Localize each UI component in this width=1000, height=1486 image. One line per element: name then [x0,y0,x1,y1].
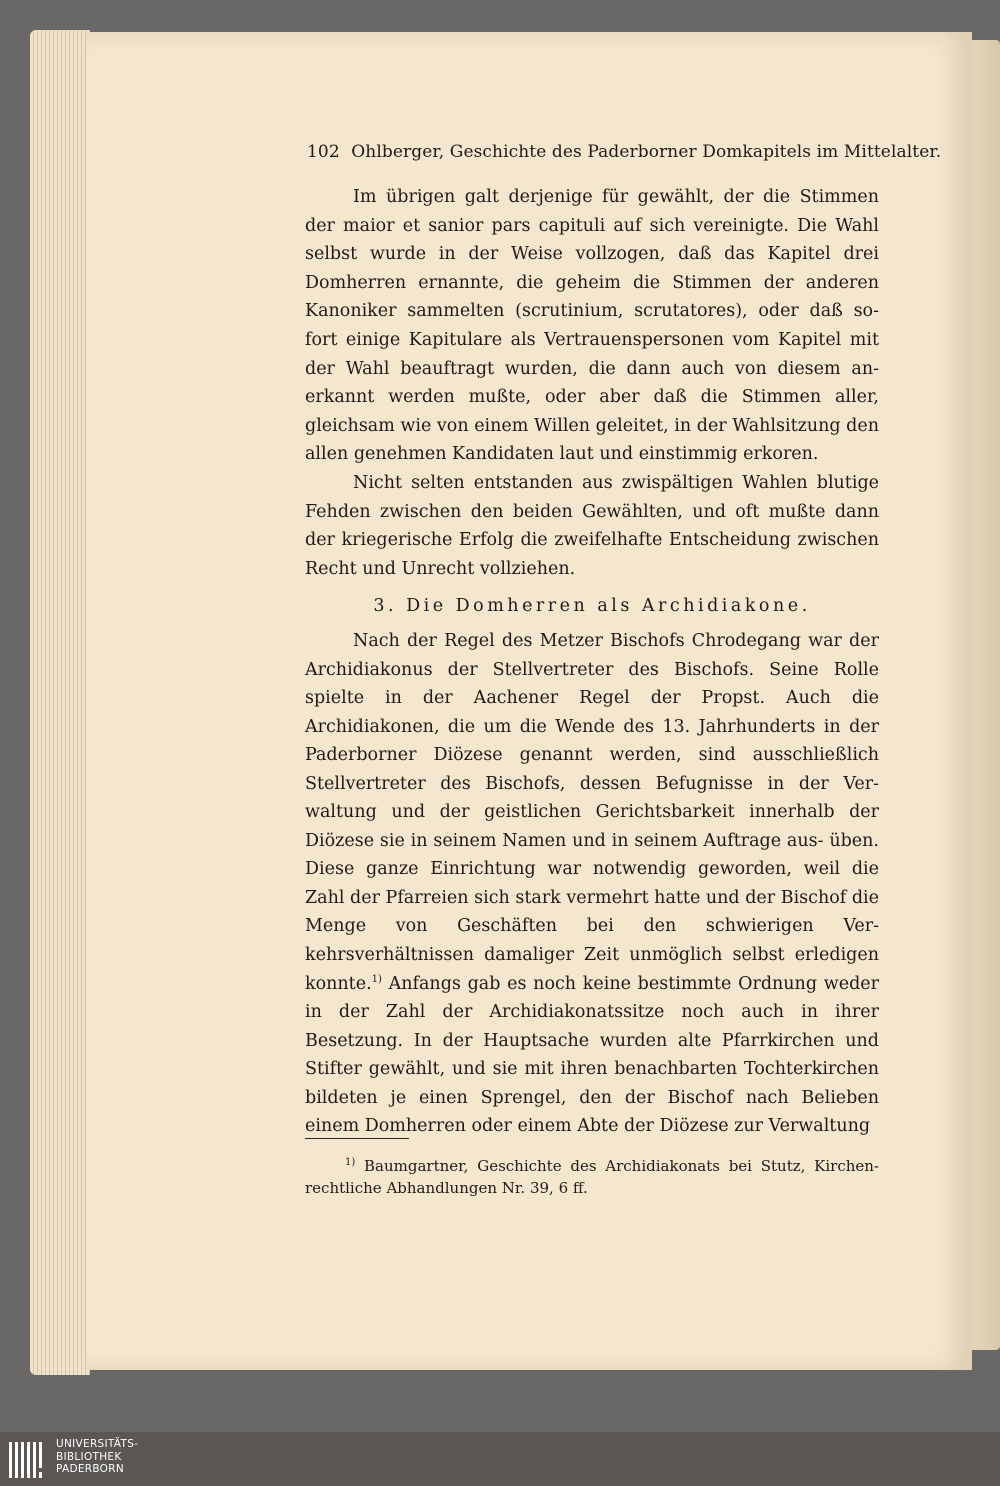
footnote-text: Baumgartner, Geschichte des Archidiakonats bei Stutz, Kirchen- rechtliche Abhandlungen Nr. 39, 6 ff. [305,1157,879,1197]
logo-line-1: UNIVERSITÄTS- [56,1438,139,1450]
footnote-divider [305,1138,409,1139]
footnote-reference: 1) [371,973,382,985]
paragraph-election: Im übrigen galt derjenige für gewählt, der die Stimmen der maior et sanior pars capituli auf sich vereinigte. Die Wahl selbst wurde in der Weise vollzogen, daß das Kapitel drei Domherren ernannte, die geheim die Stimmen der anderen Kanoniker sammelten (scrutinium, scrutatores), oder daß so- fort einige Kapitulare als Vertrauenspersonen vom Kapitel mit der Wahl beauftragt wurden, die dann auch von diesem an- erkannt werden mußte, oder aber daß die Stimmen aller, gleichsam wie von einem Willen geleitet, in der Wahlsitzung den allen genehmen Kandidaten laut und einstimmig erkoren. [305,187,879,465]
paragraph-archdeacons [305,627,879,1141]
library-logo-text [56,1438,138,1476]
body-text-top [305,183,879,583]
body-text-main [305,627,879,1141]
logo-line-3: PADERBORN [56,1463,124,1475]
footnote-marker: 1) [345,1157,356,1168]
footnote [305,1155,879,1199]
logo-line-2: BIBLIOTHEK [56,1450,122,1463]
page-stack-edges [30,30,90,1375]
library-logo-icon [8,1438,48,1482]
running-title: Ohlberger, Geschichte des Paderborner Domkapitels im Mittelalter. [351,142,942,162]
page-number: 102 [307,142,340,162]
paragraph-archdeacons-part-b: Anfangs gab es noch keine bestimmte Ordnung weder in der Zahl der Archidiakonatssitze noch auch in ihrer Besetzung. In der Hauptsache wurden alte Pfarrkirchen und Stifter gewählt, und sie mit ihren benachbarten Tochterkirchen bildeten je einen Sprengel, den der Bischof nach Belieben einem Domherren oder einem Abte der Diözese zur Verwaltung [305,973,879,1137]
footer-bar [0,1432,1000,1486]
paragraph-archdeacons-part-a: Nach der Regel des Metzer Bischofs Chrodegang war der Archidiakonus der Stellvertreter des Bischofs. Seine Rolle spielte in der Aachener Regel der Propst. Auch die Archidiakonen, die um die Wende des 13. Jahrhunderts in der Paderborner Diözese genannt werden, sind ausschließlich Stellvertreter des Bischofs, dessen Befugnisse in der Ver- waltung und der geistlichen Gerichtsbarkeit innerhalb der Diözese sie in seinem Namen und in seinem Auftrage aus- üben. Diese ganze Einrichtung war notwendig geworden, weil die Zahl der Pfarreien sich stark vermehrt hatte und der Bischof die Menge von Geschäften bei den schwierigen Ver- kehrsverhältnissen damaliger Zeit unmöglich selbst erledigen konnte. [305,631,879,994]
section-heading: 3. Die Domherren als Archidiakone. [373,596,811,616]
running-header [307,142,942,162]
paragraph-feuds: Nicht selten entstanden aus zwispältigen Wahlen blutige Fehden zwischen den beiden Gewählten, und oft mußte dann der kriegerische Erfolg die zweifelhafte Entscheidung zwischen Recht und Unrecht vollziehen. [305,472,879,579]
